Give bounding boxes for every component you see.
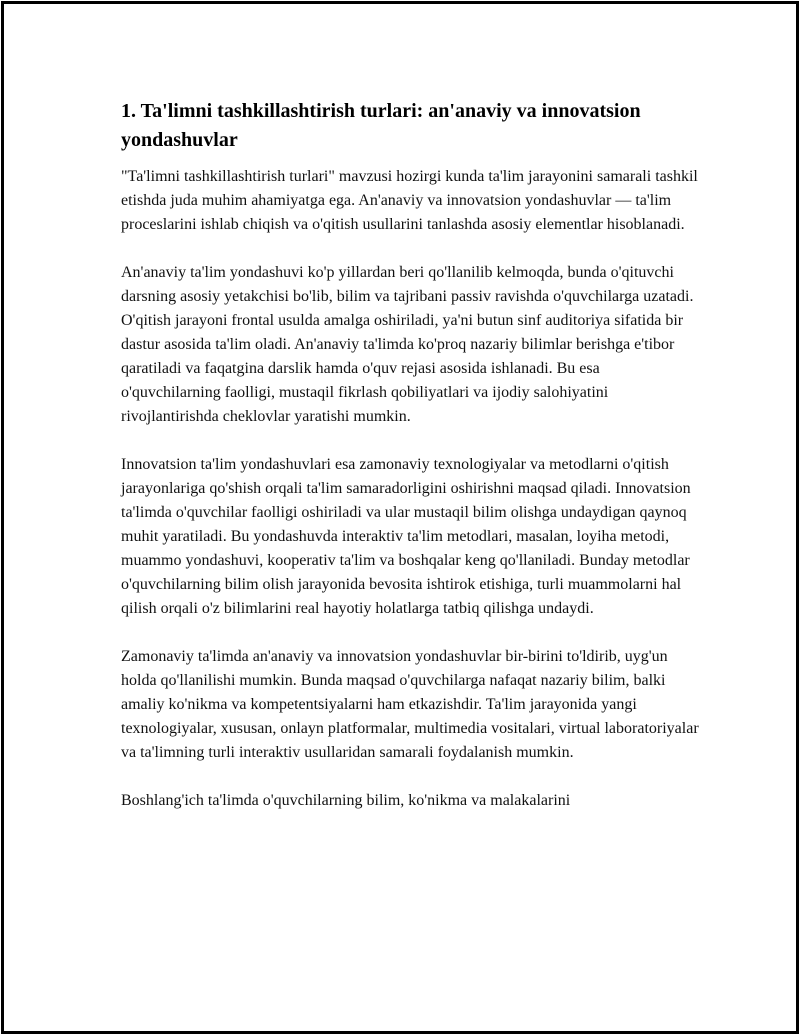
paragraph-primary-education: Boshlang'ich ta'limda o'quvchilarning bilim, ko'nikma va malakalarini bbox=[121, 792, 571, 809]
document-body bbox=[121, 97, 701, 837]
paragraph-modern: Zamonaviy ta'limda an'anaviy va innovatsion yondashuvlar bir-birini to'ldirib, uyg'un holda qo'llanilishi mumkin. Bunda maqsad o'quvchilarga nafaqat nazariy bilim, balki amaliy ko'nikma va kompetentsiyalarni ham etkazishdir. Ta'lim jarayonida yangi texnologiyalar, xususan, onlayn platformalar, multimedia vositalari, virtual laboratoriyalar va ta'limning turli interaktiv usullaridan samarali foydalanish mumkin. bbox=[121, 648, 699, 761]
page-frame bbox=[1, 1, 799, 1034]
paragraph-innovative: Innovatsion ta'lim yondashuvlari esa zamonaviy texnologiyalar va metodlarni o'qitish jarayonlariga qo'shish orqali ta'lim samaradorligini oshirishni maqsad qiladi. Innovatsion ta'limda o'quvchilar faolligi oshiriladi va ular mustaqil bilim olishga undaydigan qaynoq muhit yaratiladi. Bu yondashuvda interaktiv ta'lim metodlari, masalan, loyiha metodi, muammo yondashuvi, kooperativ ta'lim va boshqalar keng qo'llaniladi. Bunday metodlar o'quvchilarning bilim olish jarayonida bevosita ishtirok etishiga, turli muammolarni hal qilish orqali o'z bilimlarini real hayotiy holatlarga tatbiq qilishga undaydi. bbox=[121, 456, 691, 617]
paragraph-intro: "Ta'limni tashkillashtirish turlari" mavzusi hozirgi kunda ta'lim jarayonini samarali tashkil etishda juda muhim ahamiyatga ega. An'anaviy va innovatsion yondashuvlar — ta'lim proceslarini ishlab chiqish va o'qitish usullarini tanlashda asosiy elementlar hisoblanadi. bbox=[121, 168, 698, 233]
paragraph-traditional: An'anaviy ta'lim yondashuvi ko'p yillardan beri qo'llanilib kelmoqda, bunda o'qituvchi darsning asosiy yetakchisi bo'lib, bilim va tajribani passiv ravishda o'quvchilarga uzatadi. O'qitish jarayoni frontal usulda amalga oshiriladi, ya'ni butun sinf auditoriya sifatida bir dastur asosida ta'lim oladi. An'anaviy ta'limda ko'proq nazariy bilimlar berishga e'tibor qaratiladi va faqatgina darslik hamda o'quv rejasi asosida ishlanadi. Bu esa o'quvchilarning faolligi, mustaqil fikrlash qobiliyatlari va ijodiy salohiyatini rivojlantirishda cheklovlar yaratishi mumkin. bbox=[121, 264, 694, 425]
section-heading: 1. Ta'limni tashkillashtirish turlari: an'anaviy va innovatsion yondashuvlar bbox=[121, 100, 641, 151]
